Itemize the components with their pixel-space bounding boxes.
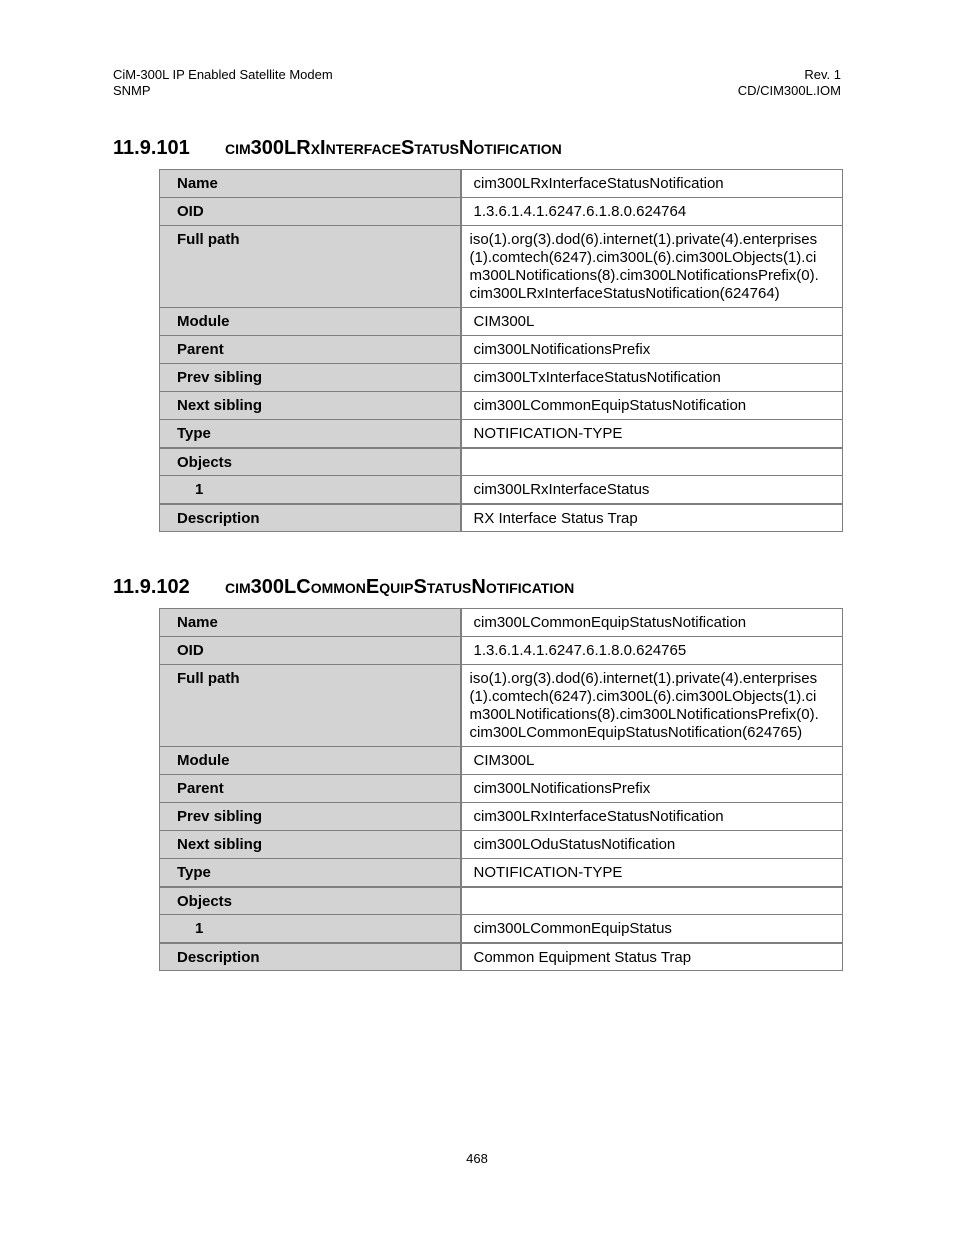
table-row bbox=[160, 170, 843, 198]
path-line: (1).comtech(6247).cim300L(6).cim300LObjects(1).ci bbox=[469, 688, 817, 705]
row-label: Full path bbox=[160, 226, 461, 308]
chapter-name: SNMP bbox=[113, 83, 151, 98]
row-label: Parent bbox=[160, 336, 461, 364]
table-row bbox=[160, 308, 843, 336]
row-value bbox=[461, 887, 843, 915]
table-row bbox=[160, 859, 843, 887]
row-value: cim300LOduStatusNotification bbox=[461, 831, 843, 859]
row-value: NOTIFICATION-TYPE bbox=[461, 859, 843, 887]
row-label: OID bbox=[160, 637, 461, 665]
path-line: cim300LCommonEquipStatusNotification(624765) bbox=[469, 724, 803, 741]
row-value: cim300LRxInterfaceStatus bbox=[461, 476, 843, 504]
row-label: Parent bbox=[160, 775, 461, 803]
table-row bbox=[160, 336, 843, 364]
header-left bbox=[113, 67, 333, 99]
header-right bbox=[738, 67, 841, 99]
row-label: Name bbox=[160, 609, 461, 637]
row-value: CIM300L bbox=[461, 308, 843, 336]
row-value: cim300LTxInterfaceStatusNotification bbox=[461, 364, 843, 392]
row-label: Next sibling bbox=[160, 831, 461, 859]
row-label: Objects bbox=[160, 887, 461, 915]
row-label: Description bbox=[160, 943, 461, 971]
row-value: Common Equipment Status Trap bbox=[461, 943, 843, 971]
table-row bbox=[160, 747, 843, 775]
table-row bbox=[160, 420, 843, 448]
row-label: 1 bbox=[160, 915, 461, 943]
revision: Rev. 1 bbox=[804, 67, 841, 82]
row-value: 1.3.6.1.4.1.6247.6.1.8.0.624764 bbox=[461, 198, 843, 226]
row-label: Prev sibling bbox=[160, 364, 461, 392]
table-row bbox=[160, 831, 843, 859]
table-row bbox=[160, 504, 843, 532]
row-label: Full path bbox=[160, 665, 461, 747]
document-code: CD/CIM300L.IOM bbox=[737, 83, 841, 98]
row-value: cim300LCommonEquipStatusNotification bbox=[461, 609, 843, 637]
row-value: cim300LRxInterfaceStatusNotification bbox=[461, 170, 843, 198]
mib-table-101 bbox=[159, 169, 843, 532]
row-label: Objects bbox=[160, 448, 461, 476]
table-row bbox=[160, 665, 843, 747]
row-label: Description bbox=[160, 504, 461, 532]
section-number: 11.9.102 bbox=[113, 576, 190, 598]
mib-table-102 bbox=[159, 608, 843, 971]
path-line: cim300LRxInterfaceStatusNotification(624764) bbox=[469, 285, 780, 302]
path-line: iso(1).org(3).dod(6).internet(1).private(4).enterprises bbox=[469, 670, 818, 687]
row-value: cim300LNotificationsPrefix bbox=[461, 336, 843, 364]
section-title: cim300LRxInterfaceStatusNotification bbox=[225, 137, 562, 159]
table-row bbox=[160, 448, 843, 476]
row-label: OID bbox=[160, 198, 461, 226]
table-row bbox=[160, 915, 843, 943]
row-label: 1 bbox=[160, 476, 461, 504]
row-label: Module bbox=[160, 747, 461, 775]
row-value: NOTIFICATION-TYPE bbox=[461, 420, 843, 448]
path-line: iso(1).org(3).dod(6).internet(1).private(4).enterprises bbox=[469, 231, 818, 248]
row-value: CIM300L bbox=[461, 747, 843, 775]
table-row bbox=[160, 392, 843, 420]
table-row bbox=[160, 198, 843, 226]
table-row bbox=[160, 476, 843, 504]
section-heading-102 bbox=[113, 575, 574, 599]
row-label: Next sibling bbox=[160, 392, 461, 420]
document-title: CiM-300L IP Enabled Satellite Modem bbox=[113, 67, 333, 82]
row-value bbox=[461, 448, 843, 476]
table-row bbox=[160, 637, 843, 665]
section-heading-101 bbox=[113, 136, 562, 160]
row-label: Module bbox=[160, 308, 461, 336]
section-number: 11.9.101 bbox=[113, 137, 190, 159]
section-title: cim300LCommonEquipStatusNotification bbox=[225, 576, 575, 598]
path-line: (1).comtech(6247).cim300L(6).cim300LObjects(1).ci bbox=[469, 249, 817, 266]
row-value-full-path bbox=[461, 665, 843, 747]
table-row bbox=[160, 803, 843, 831]
row-value: cim300LRxInterfaceStatusNotification bbox=[461, 803, 843, 831]
path-line: m300LNotifications(8).cim300LNotificationsPrefix(0). bbox=[469, 706, 819, 723]
table-row bbox=[160, 364, 843, 392]
row-label: Prev sibling bbox=[160, 803, 461, 831]
table-row bbox=[160, 609, 843, 637]
row-value: cim300LNotificationsPrefix bbox=[461, 775, 843, 803]
row-label: Type bbox=[160, 420, 461, 448]
table-row bbox=[160, 226, 843, 308]
table-row bbox=[160, 943, 843, 971]
row-value: 1.3.6.1.4.1.6247.6.1.8.0.624765 bbox=[461, 637, 843, 665]
row-label: Type bbox=[160, 859, 461, 887]
row-value: cim300LCommonEquipStatusNotification bbox=[461, 392, 843, 420]
row-value-full-path bbox=[461, 226, 843, 308]
table-row bbox=[160, 775, 843, 803]
table-row bbox=[160, 887, 843, 915]
path-line: m300LNotifications(8).cim300LNotificationsPrefix(0). bbox=[469, 267, 819, 284]
row-value: RX Interface Status Trap bbox=[461, 504, 843, 532]
page-number: 468 bbox=[466, 1151, 488, 1166]
row-label: Name bbox=[160, 170, 461, 198]
row-value: cim300LCommonEquipStatus bbox=[461, 915, 843, 943]
